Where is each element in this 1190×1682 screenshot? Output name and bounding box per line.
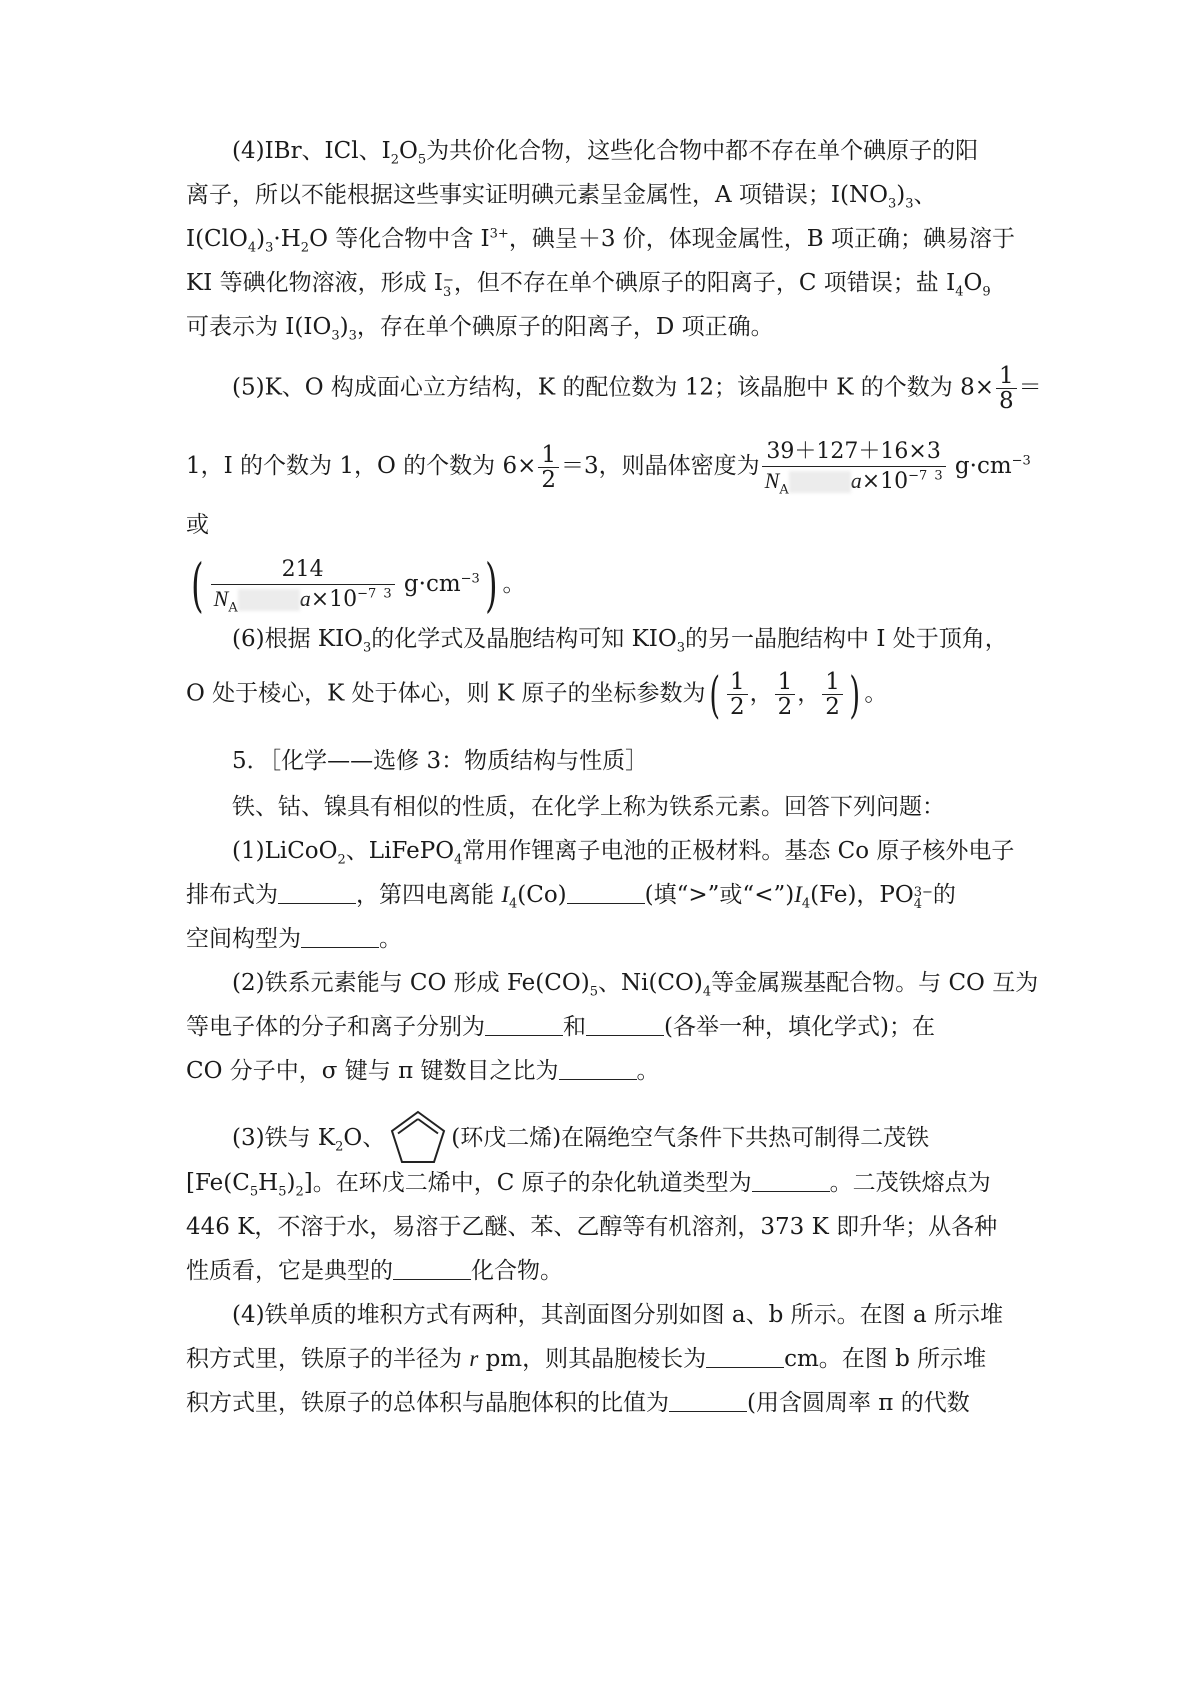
question-5-intro: 铁、钴、镍具有相似的性质，在化学上称为铁系元素。回答下列问题：	[232, 794, 945, 820]
blurred-region	[238, 589, 300, 611]
answer-blank[interactable]	[752, 1169, 830, 1192]
answer-blank[interactable]	[301, 925, 379, 948]
p4-line-4: KI 等碘化物溶液，形成 I − 3 ，但不存在单个碘原子的阳离子，C 项错误；盐 $I_4O_9$	[186, 270, 991, 300]
coord-x: $\frac{1}{2}$	[727, 670, 748, 719]
answer-blank[interactable]	[559, 1057, 637, 1080]
answer-blank[interactable]	[669, 1389, 747, 1412]
q5-s3-line-3: 446 K，不溶于水，易溶于乙醚、苯、乙醇等有机溶剂，373 K 即升华；从各种	[186, 1214, 998, 1240]
blurred-region	[789, 471, 851, 493]
coord-y: $\frac{1}{2}$	[775, 670, 796, 719]
question-5-title: 5．［化学——选修 3：物质结构与性质］	[232, 748, 649, 774]
answer-blank[interactable]	[485, 1013, 563, 1036]
coord-z: $\frac{1}{2}$	[822, 670, 843, 719]
cyclopentadiene-structure-icon	[387, 1108, 449, 1170]
p5-line-2: 1，I 的个数为 1，O 的个数为 6× $\frac{1}{2}$ ＝3，则晶体密度为 $\frac{39+127+16\times 3}{N_A a\times 10^{-7} ^3}$ $g\cdot cm^{-3}$	[186, 439, 1031, 498]
p5-line-3: 或	[186, 512, 209, 538]
p6-line-1: (6)根据 $KIO_3$的化学式及晶胞结构可知 $KIO_3$的另一晶胞结构中 I 处于顶角，	[232, 626, 1008, 656]
q5-s1-line-2: 排布式为 ，第四电离能 $I_4(Co)$ (填“>”或“$<”)I_4(Fe)$，PO 3− 4 的	[186, 882, 956, 912]
answer-blank[interactable]	[586, 1013, 664, 1036]
p5-line-4: ( $\frac{214}{N_A a\times 10^{-7} ^3}$ $g\cdot cm^{-3}$) 。	[191, 551, 526, 619]
q5-s4-line-3: 积方式里，铁原子的总体积与晶胞体积的比值为 (用含圆周率 π 的代数	[186, 1390, 970, 1416]
p4-line-1: (4)IBr、ICl、$I_2O_5$为共价化合物，这些化合物中都不存在单个碘原子的阳	[232, 138, 979, 168]
density-fraction: $\frac{39+127+16\times 3}{N_A a\times 10^{-7} ^3}$	[762, 438, 946, 496]
answer-blank[interactable]	[706, 1345, 784, 1368]
q5-s1-line-3: 空间构型为 。	[186, 926, 402, 952]
p4-line-2: 离子，所以不能根据这些事实证明碘元素呈金属性，A 项错误；$I(NO_3)_3$、	[186, 182, 937, 212]
answer-blank[interactable]	[393, 1257, 471, 1280]
q5-s4-line-2: 积方式里，铁原子的半径为 r pm，则其晶胞棱长为 cm。在图 b 所示堆	[186, 1346, 987, 1372]
answer-blank[interactable]	[278, 881, 356, 904]
p4-line-5: 可表示为 $I(IO_3)_3$，存在单个碘原子的阳离子，D 项正确。	[186, 314, 774, 344]
q5-s2-line-2: 等电子体的分子和离子分别为 和 (各举一种，填化学式)；在	[186, 1014, 935, 1040]
fraction-one-eighth: $\frac{1}{8}$	[996, 364, 1017, 413]
p4-line-3: $I(ClO_4)_3\cdot H_2O$ 等化合物中含 $I^{3+}$，碘呈＋3 价，体现金属性，B 项正确；碘易溶于	[186, 226, 1015, 256]
q5-s2-line-1: (2)铁系元素能与 CO 形成 $Fe(CO)_5$、$Ni(CO)_4$等金属羰基配合物。与 CO 互为	[232, 970, 1039, 1000]
p5-line-1: (5)K、O 构成面心立方结构，K 的配位数为 12；该晶胞中 K 的个数为 8× $\frac{1}{8}$ ＝	[232, 363, 1042, 414]
q5-s4-line-1: (4)铁单质的堆积方式有两种，其剖面图分别如图 a、b 所示。在图 a 所示堆	[232, 1302, 1003, 1328]
q5-s3-line-2: $[Fe(C_5H_5)_2]$。在环戊二烯中，C 原子的杂化轨道类型为 。二茂铁熔点为	[186, 1170, 991, 1200]
answer-blank[interactable]	[567, 881, 645, 904]
q5-s3-line-4: 性质看，它是典型的 化合物。	[186, 1258, 563, 1284]
q5-s2-line-3: CO 分子中，σ 键与 π 键数目之比为 。	[186, 1058, 660, 1084]
p6-line-2: O 处于棱心，K 处于体心，则 K 原子的坐标参数为( $\frac{1}{2}$ ， $\frac{1}{2}$ ， $\frac{1}{2}$ ) 。	[186, 665, 888, 724]
q5-s1-line-1: (1)LiCoO$_2$、LiFePO$_4$常用作锂离子电池的正极材料。基态 Co 原子核外电子	[232, 838, 1015, 868]
q5-s3-line-1: (3)铁与 $K_2O$、 (环戊二烯)在隔绝空气条件下共热可制得二茂铁	[232, 1108, 1062, 1172]
alt-density-fraction: $\frac{214}{N_A a\times 10^{-7} ^3}$	[211, 556, 395, 614]
fraction-one-half: $\frac{1}{2}$	[538, 443, 559, 492]
